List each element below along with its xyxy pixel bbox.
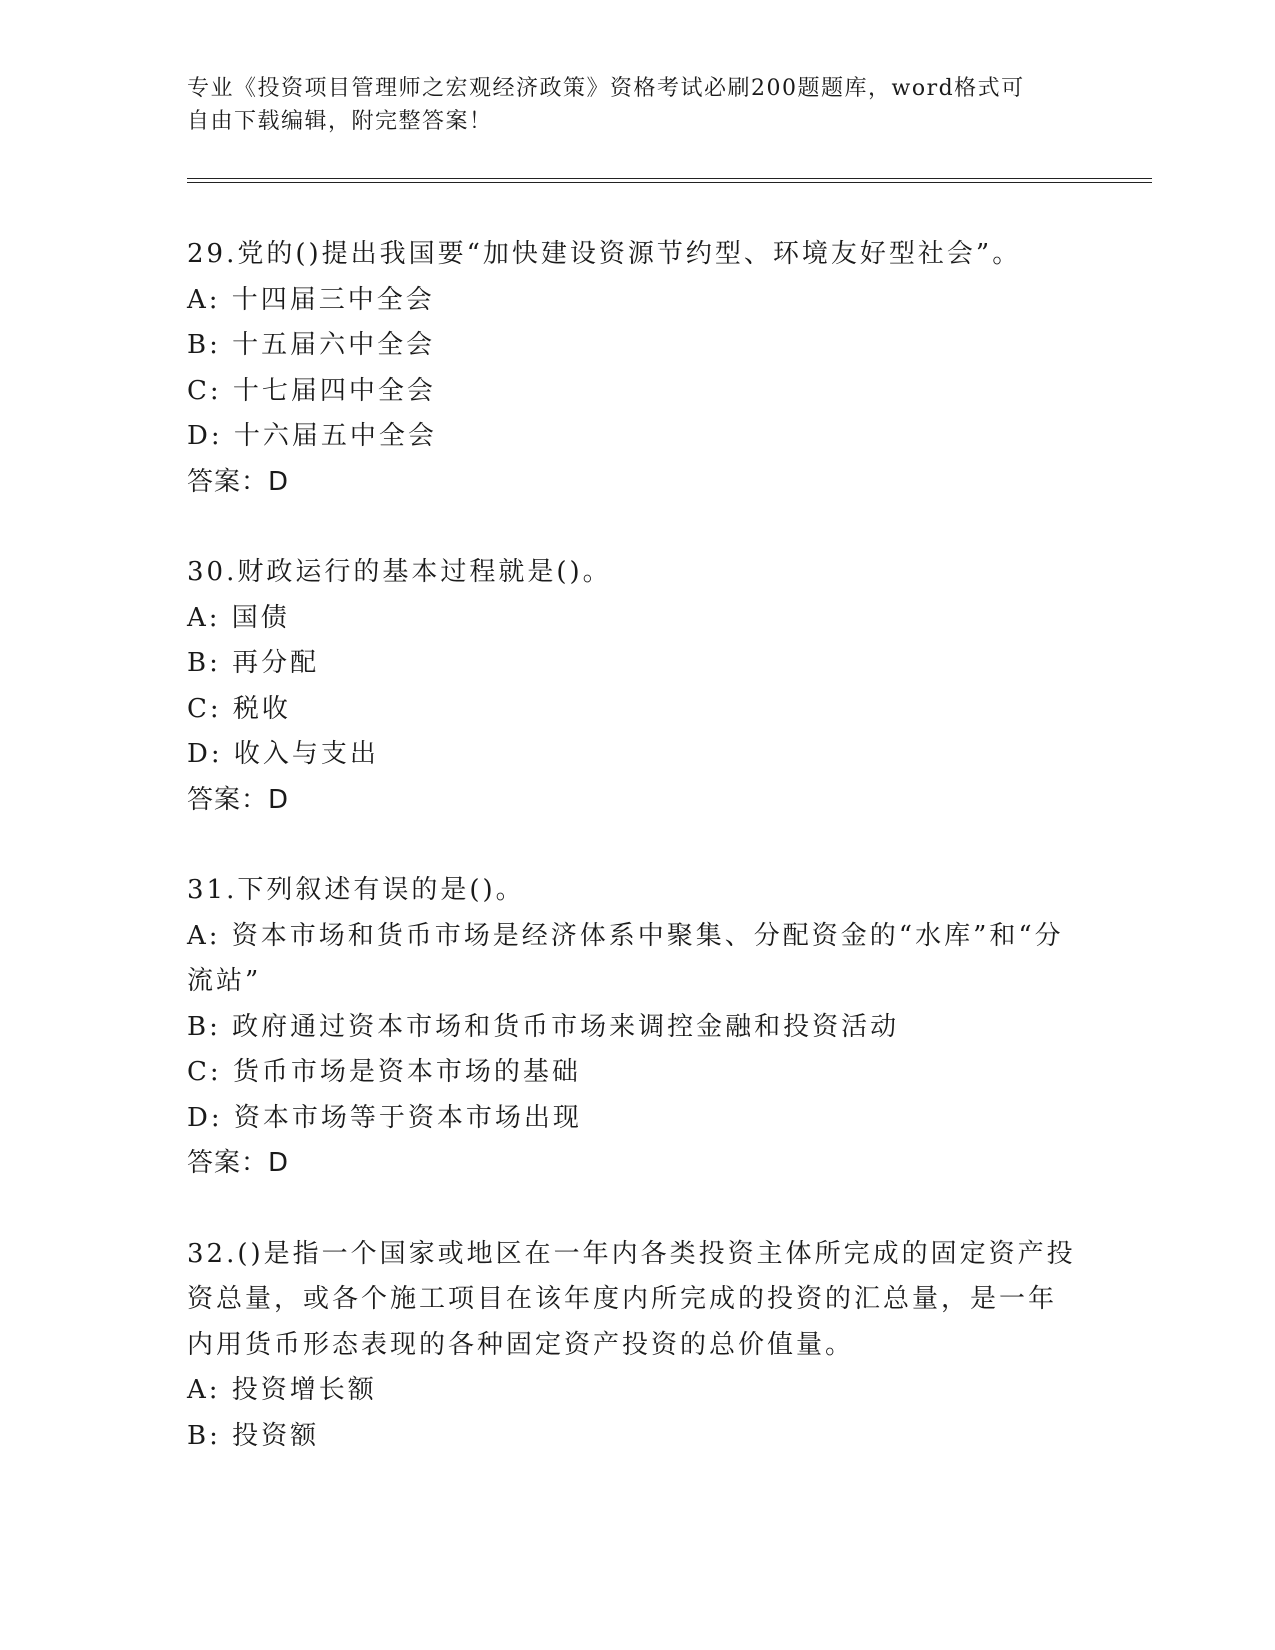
option-c: C: 十七届四中全会 <box>187 375 436 406</box>
option-b: B: 十五届六中全会 <box>187 330 436 360</box>
option-d: D: 收入与支出 <box>187 739 379 769</box>
option-b: B: 政府通过资本市场和货币市场来调控金融和投资活动 <box>187 1011 900 1042</box>
option-a: A: 资本市场和货币市场是经济体系中聚集、分配资金的“水库”和“分流站” <box>187 920 1064 996</box>
question-list <box>187 232 1077 1504</box>
header-divider-top <box>187 178 1152 179</box>
question-29 <box>187 232 1077 505</box>
answer: 答案：D <box>187 784 290 815</box>
header-divider-bottom <box>187 182 1152 183</box>
option-c: C: 货币市场是资本市场的基础 <box>187 1057 581 1087</box>
option-a: A: 国债 <box>187 602 290 633</box>
question-stem: 32.()是指一个国家或地区在一年内各类投资主体所完成的固定资产投资总量，或各个施工项目在该年度内所完成的投资的汇总量，是一年内用货币形态表现的各种固定资产投资的总价值量。 <box>187 1238 1076 1360</box>
option-c: C: 税收 <box>187 693 291 724</box>
answer: 答案：D <box>187 466 290 497</box>
question-stem: 30.财政运行的基本过程就是()。 <box>187 557 612 587</box>
question-31 <box>187 868 1077 1187</box>
header-line-2: 自由下载编辑，附完整答案！ <box>187 109 493 134</box>
option-a: A: 投资增长额 <box>187 1375 377 1405</box>
option-d: D: 十六届五中全会 <box>187 421 437 451</box>
header-line-1: 专业《投资项目管理师之宏观经济政策》资格考试必刷200题题库，word格式可 <box>187 76 1025 101</box>
question-stem: 31.下列叙述有误的是()。 <box>187 875 525 905</box>
option-d: D: 资本市场等于资本市场出现 <box>187 1102 582 1133</box>
question-30 <box>187 550 1077 823</box>
question-stem: 29.党的()提出我国要“加快建设资源节约型、环境友好型社会”。 <box>187 239 1022 269</box>
option-b: B: 再分配 <box>187 648 320 678</box>
option-b: B: 投资额 <box>187 1420 320 1451</box>
question-32 <box>187 1232 1077 1460</box>
document-header <box>187 72 1067 138</box>
answer: 答案：D <box>187 1148 290 1178</box>
option-a: A: 十四届三中全会 <box>187 284 435 315</box>
